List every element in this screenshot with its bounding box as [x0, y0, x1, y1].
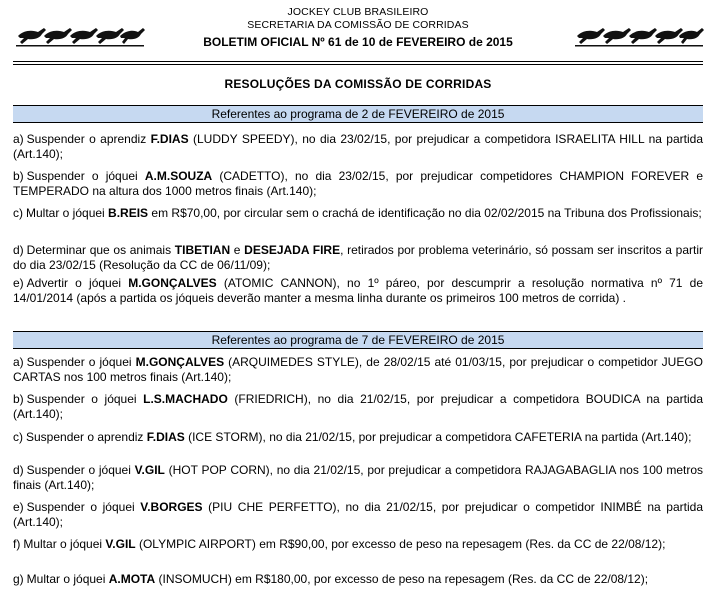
highlighted-name: F.DIAS	[150, 132, 189, 146]
item-letter: d)	[13, 243, 24, 257]
item-letter: c)	[13, 206, 23, 220]
highlighted-name: V.GIL	[105, 537, 136, 551]
highlighted-name: M.GONÇALVES	[128, 276, 217, 290]
highlighted-name: M.GONÇALVES	[135, 355, 225, 369]
resolution-text: (ICE STORM), no dia 21/02/15, por prejudicar a competidora CAFETERIA na partida (Art.140);	[184, 430, 692, 444]
resolution-text: Suspender o jóquei	[26, 169, 145, 183]
resolution-text: Multar o jóquei	[26, 572, 109, 586]
highlighted-name: A.MOTA	[108, 572, 156, 586]
resolution-text: e	[230, 243, 245, 257]
resolution-text: Advertir o jóquei	[26, 276, 129, 290]
resolution-item	[13, 169, 703, 199]
resolution-text: (ATOMIC CANNON), no 1º páreo, por descumprir a resolução normativa nº 71 de 14/01/2014 (após a partida os jóqueis deverão manter a mesma linha durante os primeiros 100 metros de corrida) .	[13, 276, 703, 305]
running-horses-icon	[573, 20, 705, 48]
highlighted-name: V.BORGES	[140, 500, 203, 514]
resolution-item	[13, 132, 703, 162]
item-letter: f)	[13, 537, 21, 551]
item-letter: a)	[13, 355, 24, 369]
highlighted-name: V.GIL	[134, 463, 165, 477]
resolution-text: Suspender o aprendiz	[26, 430, 147, 444]
resolution-text: (PIU CHE PERFETTO), no dia 21/02/15, por prejudicar o competidor INIMBÉ na partida (Art.140);	[13, 500, 703, 529]
resolution-item	[13, 537, 703, 552]
resolution-item	[13, 276, 703, 306]
item-letter: e)	[13, 276, 24, 290]
header-divider	[13, 61, 703, 62]
item-letter: b)	[13, 392, 24, 406]
highlighted-name: F.DIAS	[146, 430, 185, 444]
resolution-item	[13, 206, 703, 221]
section-title: RESOLUÇÕES DA COMISSÃO DE CORRIDAS	[224, 77, 492, 91]
resolution-text: (LUDDY SPEEDY), no dia 23/02/15, por prejudicar a competidora ISRAELITA HILL na partida (Art.140);	[13, 132, 704, 161]
resolution-text: (FRIEDRICH), no dia 21/02/15, por prejudicar a competidora BOUDICA na partida (Art.140);	[13, 392, 703, 421]
highlighted-name: B.REIS	[108, 206, 149, 220]
item-letter: g)	[13, 572, 24, 586]
resolution-text: Suspender o jóquei	[26, 463, 135, 477]
resolution-item	[13, 430, 703, 445]
highlighted-name: L.S.MACHADO	[143, 392, 228, 406]
resolution-item	[13, 500, 703, 530]
highlighted-name: A.M.SOUZA	[144, 169, 213, 183]
highlighted-name: DESEJADA FIRE	[244, 243, 341, 257]
resolution-item	[13, 355, 703, 385]
organization-name: JOCKEY CLUB BRASILEIRO	[287, 6, 429, 18]
item-letter: e)	[13, 500, 24, 514]
resolution-item	[13, 243, 703, 273]
resolution-text: Suspender o jóquei	[26, 500, 141, 514]
resolution-text: (INSOMUCH) em R$180,00, por excesso de peso na repesagem (Res. da CC de 22/08/12);	[155, 572, 649, 586]
running-horses-icon	[14, 20, 146, 48]
highlighted-name: TIBETIAN	[174, 243, 231, 257]
resolution-text: (ARQUIMEDES STYLE), de 28/02/15 até 01/03/15, por prejudicar o competidor JUEGO CARTAS nos 100 metros finais (Art.140);	[13, 355, 704, 384]
bulletin-title: BOLETIM OFICIAL Nº 61 de 10 de FEVEREIRO de 2015	[203, 35, 513, 49]
header-divider	[13, 64, 703, 65]
resolution-text: (OLYMPIC AIRPORT) em R$90,00, por excesso de peso na repesagem (Res. da CC de 22/08/12);	[135, 537, 666, 551]
resolution-text: , retirados por problema veterinário, só possam ser inscritos a partir do dia 23/02/15 (Resolução da CC de 06/11/09);	[13, 243, 703, 272]
resolution-item	[13, 463, 703, 493]
resolution-text: Suspender o jóquei	[26, 392, 144, 406]
item-letter: d)	[13, 463, 24, 477]
department-name: SECRETARIA DA COMISSÃO DE CORRIDAS	[247, 19, 469, 31]
resolution-text: Suspender o aprendiz	[26, 132, 151, 146]
resolution-text: Suspender o jóquei	[26, 355, 136, 369]
program-heading: Referentes ao programa de 2 de FEVEREIRO de 2015	[13, 105, 703, 123]
item-letter: a)	[13, 132, 24, 146]
resolution-text: Multar o jóquei	[23, 537, 106, 551]
resolution-text: (CADETTO), no dia 23/02/15, por prejudicar competidores CHAMPION FOREVER e TEMPERADO na altura dos 1000 metros finais (Art.140);	[13, 169, 703, 198]
item-letter: c)	[13, 430, 23, 444]
resolution-text: em R$70,00, por circular sem o crachá de identificação no dia 02/02/2015 na Tribuna dos Profissionais;	[148, 206, 702, 220]
resolution-text: (HOT POP CORN), no dia 21/02/15, por prejudicar a competidora RAJAGABAGLIA nos 100 metros finais (Art.140);	[13, 463, 703, 492]
program-heading: Referentes ao programa de 7 de FEVEREIRO de 2015	[13, 331, 703, 349]
resolution-item	[13, 392, 703, 422]
item-letter: b)	[13, 169, 24, 183]
resolution-text: Determinar que os animais	[26, 243, 175, 257]
resolution-text: Multar o jóquei	[26, 206, 109, 220]
resolution-item	[13, 572, 703, 587]
